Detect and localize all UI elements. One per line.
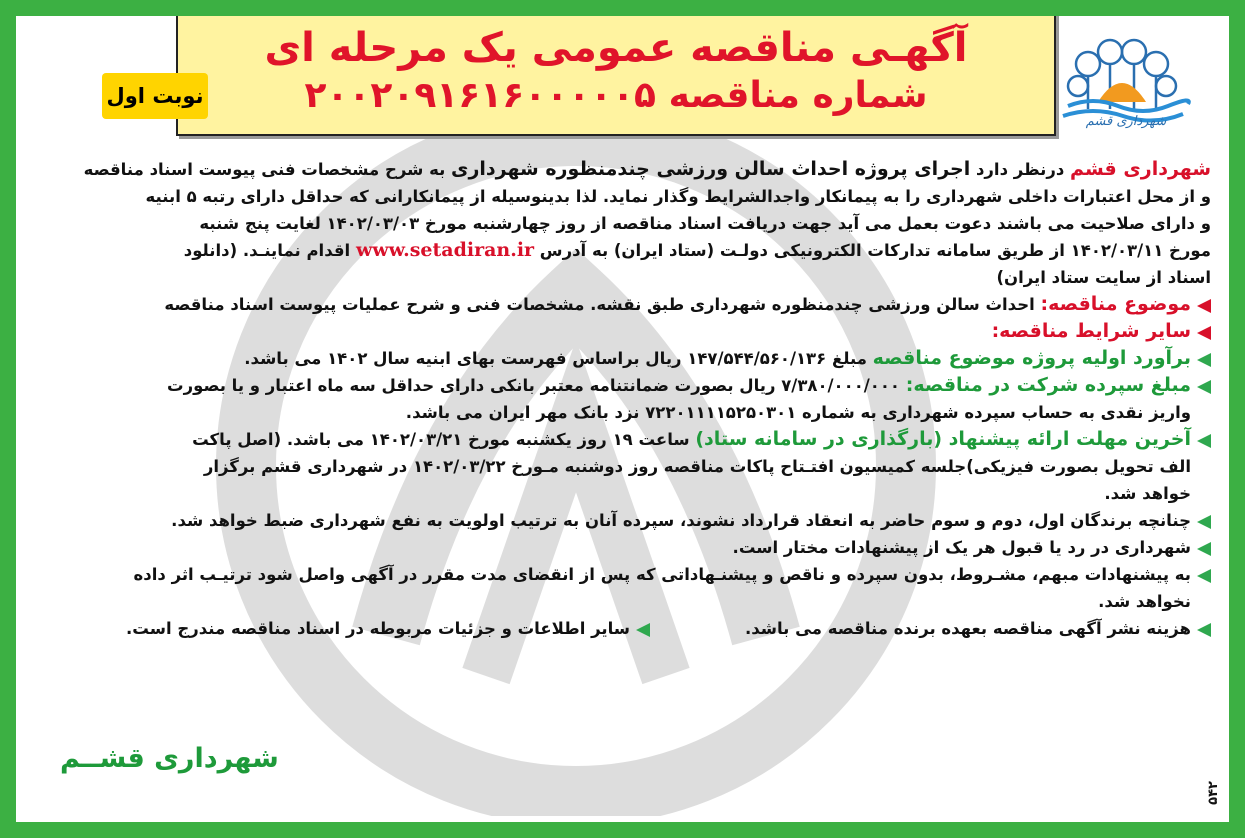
- arrow-bullet-icon: [1197, 434, 1211, 448]
- logo-caption: شهرداری قشم: [1085, 114, 1167, 129]
- condition-row-last: [26, 615, 1211, 642]
- condition-item: به پیشنهادات مبهم، مشـروط، بدون سپرده و ناقص و پیشنـهاداتی که پس از انقضای مدت مقرر در آگهی واصل شود ترتیـب اثر داده: [26, 561, 1211, 588]
- ad-content: [16, 16, 1229, 822]
- side-number: ۵۴۲: [1206, 781, 1221, 805]
- condition-item: سایر اطلاعات و جزئیات مربوطه در اسناد مناقصه مندرج است.: [126, 615, 650, 642]
- deposit-line-2: واریز نقدی به حساب سپرده شهرداری به شماره ۷۲۲۰۱۱۱۱۵۲۵۰۳۰۱ نزد بانک مهر ایران می باشد.: [405, 403, 1191, 422]
- tender-number: شماره مناقصه ۲۰۰۲۰۹۱۶۱۶۰۰۰۰۰۵: [304, 75, 928, 116]
- arrow-bullet-icon: [1197, 299, 1211, 313]
- title-box: [176, 16, 1056, 136]
- intro-line-2: و از محل اعتبارات داخلی شهرداری را به پیمانکار واجدالشرایط وگذار نماید. لذا بدینوسیله از پیمانکارانی که حداقل دارای رتبه ۵ ابنیه: [145, 187, 1211, 206]
- deadline-line-2: الف تحویل بصورت فیزیکی)جلسه کمیسیون افتـتاح پاکات مناقصه روز دوشنبه مـورخ ۱۴۰۲/۰۳/۲۲ در شهرداری قشم برگزار: [203, 457, 1191, 476]
- condition-item: چنانچه برندگان اول، دوم و سوم حاضر به انعقاد قرارداد نشوند، سپرده آنان به ترتیب اولویت به نفع شهرداری ضبط خواهد شد.: [26, 507, 1211, 534]
- round-badge: نوبت اول: [102, 73, 208, 119]
- arrow-bullet-icon: [1197, 326, 1211, 340]
- arrow-bullet-icon: [1197, 353, 1211, 367]
- other-conditions-heading: سایر شرایط مناقصه:: [26, 318, 1211, 345]
- ad-body: [26, 156, 1211, 642]
- setadiran-link[interactable]: www.setadiran.ir: [355, 239, 535, 261]
- arrow-bullet-icon: [636, 623, 650, 637]
- arrow-bullet-icon: [1197, 515, 1211, 529]
- signature: شهرداری قشــم: [60, 743, 279, 774]
- arrow-bullet-icon: [1197, 569, 1211, 583]
- arrow-bullet-icon: [1197, 380, 1211, 394]
- condition-item: هزینه نشر آگهی مناقصه بعهده برنده مناقصه می باشد.: [745, 615, 1211, 642]
- deposit-line: مبلغ سپرده شرکت در مناقصه: ۷/۳۸۰/۰۰۰/۰۰۰ ریال بصورت ضمانتنامه معتبر بانکی دارای حداقل سه ماه اعتبار و یا بصورت: [26, 372, 1211, 399]
- estimate-line: برآورد اولیه پروژه موضوع مناقصه مبلغ ۱۴۷/۵۴۴/۵۶۰/۱۳۶ ریال براساس فهرست بهای ابنیه سال ۱۴۰۲ می باشد.: [26, 345, 1211, 372]
- deadline-line-3: خواهد شد.: [1104, 484, 1191, 503]
- arrow-bullet-icon: [1197, 542, 1211, 556]
- condition-item-cont: نخواهد شد.: [1098, 592, 1191, 611]
- intro-line-1: شهرداری قشم درنظر دارد اجرای پروژه احداث سالن ورزشی چندمنظوره شهرداری به شرح مشخصات فنی پیوست اسناد مناقصه: [83, 158, 1211, 180]
- condition-item: شهرداری در رد یا قبول هر یک از پیشنهادات مختار است.: [26, 534, 1211, 561]
- deadline-line: آخرین مهلت ارائه پیشنهاد (بارگذاری در سامانه ستاد) ساعت ۱۹ روز یکشنبه مورخ ۱۴۰۲/۰۳/۲۱ می باشد. (اصل پاکت: [26, 426, 1211, 453]
- intro-line-5: اسناد از سایت ستاد ایران): [996, 268, 1211, 287]
- subject-line: موضوع مناقصه: احداث سالن ورزشی چندمنظوره شهرداری طبق نقشه. مشخصات فنی و شرح عملیات پیوست اسناد مناقصه: [26, 291, 1211, 318]
- intro-line-4: مورخ ۱۴۰۲/۰۳/۱۱ از طریق سامانه تدارکات الکترونیکی دولـت (ستاد ایران) به آدرس www.setadiran.ir اقدام نماینـد. (دانلود: [183, 239, 1211, 261]
- ad-title: آگهـی مناقصه عمومی یک مرحله ای: [264, 25, 968, 71]
- arrow-bullet-icon: [1197, 623, 1211, 637]
- intro-line-3: و دارای صلاحیت می باشند دعوت بعمل می آید جهت دریافت اسناد مناقصه از روز چهارشنبه مورخ ۱۴۰۲/۰۳/۰۳ لغایت پنج شنبه: [199, 214, 1211, 233]
